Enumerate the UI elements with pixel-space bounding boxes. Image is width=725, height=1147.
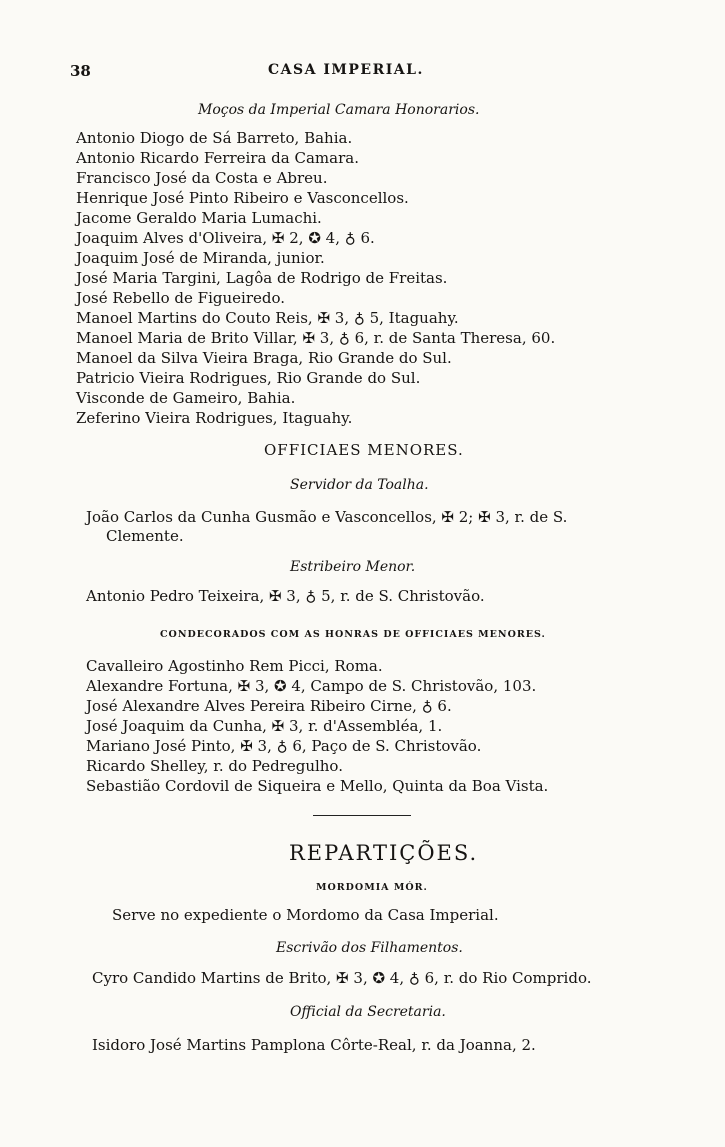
list-item: Visconde de Gameiro, Bahia. bbox=[76, 389, 296, 407]
list-item: Francisco José da Costa e Abreu. bbox=[76, 169, 328, 187]
section-divider bbox=[313, 815, 411, 816]
list-item: Joaquim José de Miranda, junior. bbox=[76, 249, 325, 267]
list-item: Antonio Diogo de Sá Barreto, Bahia. bbox=[76, 129, 353, 147]
section-heading-mocos: Moços da Imperial Camara Honorarios. bbox=[198, 102, 480, 118]
reparticoes-heading: REPARTIÇÕES. bbox=[289, 841, 479, 865]
list-item: Cavalleiro Agostinho Rem Picci, Roma. bbox=[86, 657, 383, 675]
official-heading: Official da Secretaria. bbox=[290, 1004, 446, 1020]
servidor-entry: João Carlos da Cunha Gusmão e Vasconcellos, ✠ 2; ✠ 3, r. de S. bbox=[86, 508, 568, 526]
list-item: Antonio Ricardo Ferreira da Camara. bbox=[76, 149, 359, 167]
official-entry: Isidoro José Martins Pamplona Côrte-Real, r. da Joanna, 2. bbox=[92, 1036, 536, 1054]
list-item: Manoel Maria de Brito Villar, ✠ 3, ♁ 6, r. de Santa Theresa, 60. bbox=[76, 329, 556, 347]
mordomia-heading: MORDOMIA MÓR. bbox=[316, 882, 428, 893]
officiaes-heading: OFFICIAES MENORES. bbox=[264, 441, 464, 459]
list-item: Manoel Martins do Couto Reis, ✠ 3, ♁ 5, Itaguahy. bbox=[76, 309, 459, 327]
list-item: José Rebello de Figueiredo. bbox=[76, 289, 286, 307]
list-item: Mariano José Pinto, ✠ 3, ♁ 6, Paço de S. Christovão. bbox=[86, 737, 482, 755]
running-title: CASA IMPERIAL. bbox=[268, 62, 424, 78]
mordomia-entry: Serve no expediente o Mordomo da Casa Imperial. bbox=[112, 906, 499, 924]
list-item: José Joaquim da Cunha, ✠ 3, r. d'Assembléa, 1. bbox=[86, 717, 443, 735]
list-item: José Maria Targini, Lagôa de Rodrigo de Freitas. bbox=[76, 269, 448, 287]
estribeiro-entry: Antonio Pedro Teixeira, ✠ 3, ♁ 5, r. de S. Christovão. bbox=[86, 587, 485, 605]
escrivao-entry: Cyro Candido Martins de Brito, ✠ 3, ✪ 4, ♁ 6, r. do Rio Comprido. bbox=[92, 969, 592, 987]
estribeiro-heading: Estribeiro Menor. bbox=[290, 559, 416, 575]
list-item: Jacome Geraldo Maria Lumachi. bbox=[76, 209, 322, 227]
list-item: Sebastião Cordovil de Siqueira e Mello, Quinta da Boa Vista. bbox=[86, 777, 549, 795]
list-item: Henrique José Pinto Ribeiro e Vasconcellos. bbox=[76, 189, 409, 207]
page-number: 38 bbox=[70, 62, 91, 80]
list-item: Patricio Vieira Rodrigues, Rio Grande do Sul. bbox=[76, 369, 421, 387]
list-item: Joaquim Alves d'Oliveira, ✠ 2, ✪ 4, ♁ 6. bbox=[76, 229, 375, 247]
servidor-entry-cont: Clemente. bbox=[106, 527, 184, 545]
running-header bbox=[70, 62, 460, 86]
list-item: Ricardo Shelley, r. do Pedregulho. bbox=[86, 757, 343, 775]
list-item: Alexandre Fortuna, ✠ 3, ✪ 4, Campo de S. Christovão, 103. bbox=[86, 677, 537, 695]
list-item: José Alexandre Alves Pereira Ribeiro Cirne, ♁ 6. bbox=[86, 697, 452, 715]
escrivao-heading: Escrivão dos Filhamentos. bbox=[276, 940, 463, 956]
list-item: Manoel da Silva Vieira Braga, Rio Grande do Sul. bbox=[76, 349, 452, 367]
condecorados-list bbox=[86, 656, 548, 796]
servidor-heading: Servidor da Toalha. bbox=[290, 477, 429, 493]
condecorados-heading: CONDECORADOS COM AS HONRAS DE OFFICIAES MENORES. bbox=[160, 629, 546, 640]
mocos-list bbox=[76, 128, 555, 428]
list-item: Zeferino Vieira Rodrigues, Itaguahy. bbox=[76, 409, 353, 427]
